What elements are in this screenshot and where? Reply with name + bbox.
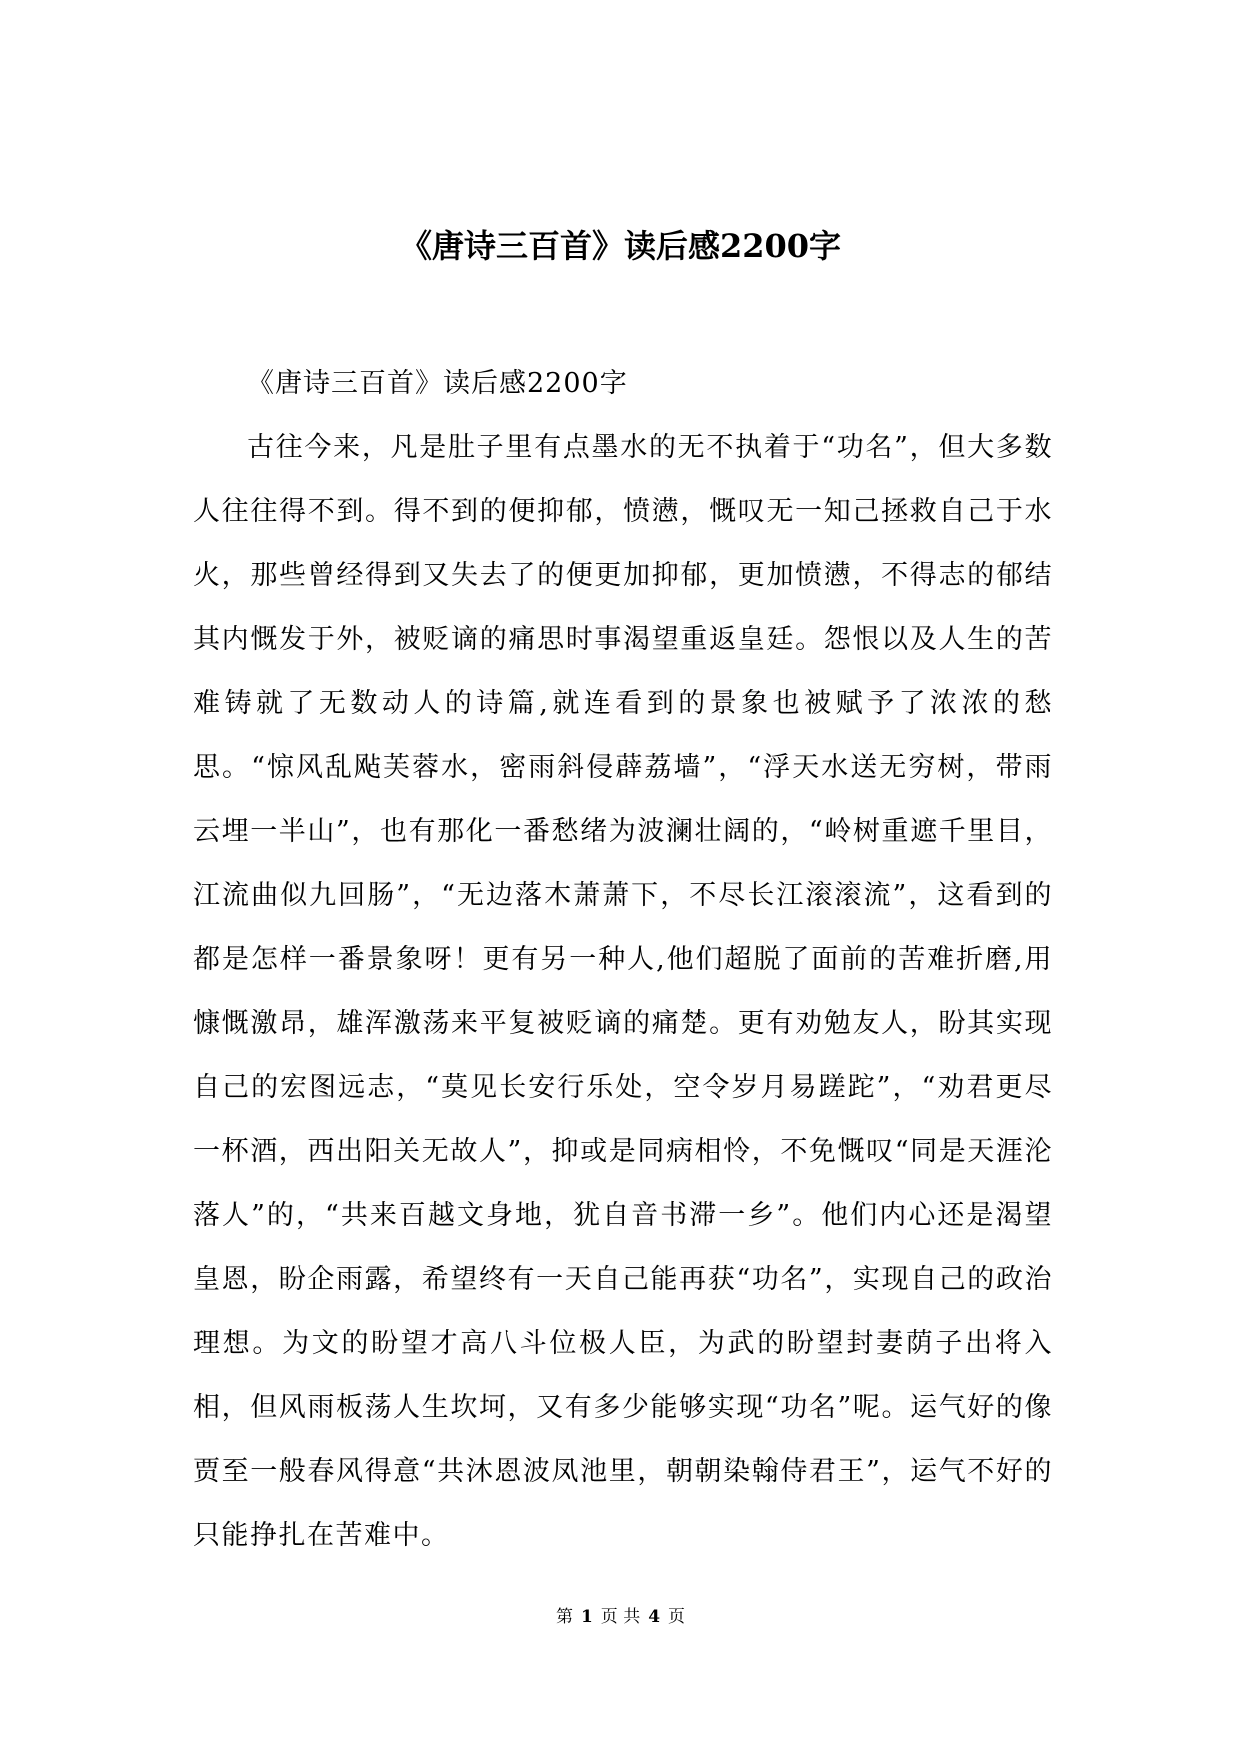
body-paragraph: 古往今来，凡是肚子里有点墨水的无不执着于“功名”，但大多数人往往得不到。得不到的便抑郁，愤懑，慨叹无一知己拯救自己于水火，那些曾经得到又失去了的便更加抑郁，更加愤懑，不得志的郁结其内慨发于外，被贬谪的痛思时事渴望重返皇廷。怨恨以及人生的苦难铸就了无数动人的诗篇,就连看到的景象也被赋予了浓浓的愁思。“惊风乱飐芙蓉水，密雨斜侵薜荔墙”，“浮天水送无穷树，带雨云埋一半山”，也有那化一番愁绪为波澜壮阔的，“岭树重遮千里目，江流曲似九回肠”，“无边落木萧萧下，不尽长江滚滚流”，这看到的都是怎样一番景象呀！更有另一种人,他们超脱了面前的苦难折磨,用慷慨激昂，雄浑激荡来平复被贬谪的痛楚。更有劝勉友人，盼其实现自己的宏图远志，“莫见长安行乐处，空令岁月易蹉跎”，“劝君更尽一杯酒，西出阳关无故人”，抑或是同病相怜，不免慨叹“同是天涯沦落人”的，“共来百越文身地，犹自音书滞一乡”。他们内心还是渴望皇恩，盼企雨露，希望终有一天自己能再获“功名”，实现自己的政治理想。为文的盼望才高八斗位极人臣，为武的盼望封妻荫子出将入相，但风雨板荡人生坎坷，又有多少能够实现“功名”呢。运气好的像贾至一般春风得意“共沐恩波凤池里，朝朝染翰侍君王”，运气不好的只能挣扎在苦难中。: [193, 432, 1053, 1551]
footer-middle: 页 共: [600, 1607, 641, 1627]
footer-prefix: 第: [555, 1607, 573, 1627]
page-footer: [0, 1606, 1241, 1628]
document-title: 《唐诗三百首》读后感2200字: [399, 227, 842, 265]
total-pages-number: 4: [648, 1607, 661, 1627]
current-page-number: 1: [580, 1607, 593, 1627]
subtitle-paragraph: 《唐诗三百首》读后感2200字: [247, 368, 628, 399]
footer-suffix: 页: [668, 1607, 686, 1627]
document-body: [193, 352, 1053, 1568]
